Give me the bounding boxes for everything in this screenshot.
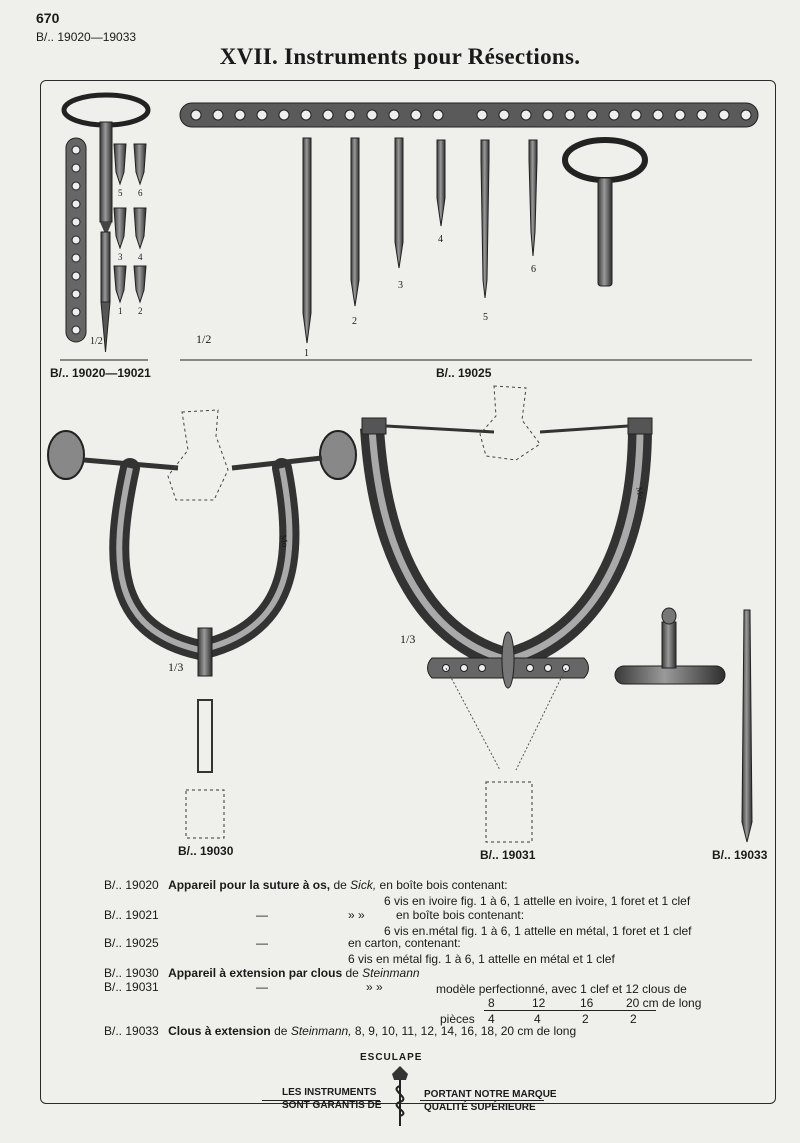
figure-number: 6 [531, 264, 536, 275]
extension-bow-19031 [362, 386, 652, 842]
item-title: Appareil pour la suture à os, [168, 878, 331, 892]
scale-label: 1/3 [400, 632, 416, 646]
maker-mark: Mo [278, 533, 291, 549]
bone-plate-small [66, 138, 86, 342]
item-description: en boîte bois contenant: [396, 908, 525, 922]
brand-name: ESCULAPE [360, 1052, 423, 1063]
pieces-cell: 4 [488, 1012, 495, 1026]
size-cell: 8 [488, 996, 495, 1010]
ditto-dash: — [256, 908, 268, 922]
legend-row-19020 [104, 878, 508, 892]
drill-small [101, 232, 110, 352]
figure-number: 1 [304, 348, 309, 359]
caption-19020: B/.. 19020—19021 [50, 366, 151, 380]
item-title: Clous à extension [168, 1024, 271, 1038]
caption-19030: B/.. 19030 [178, 844, 234, 858]
maker-mark: Mo [634, 485, 647, 501]
footer-line: PORTANT NOTRE MARQUE [424, 1089, 557, 1100]
scale-label: 1/2 [90, 336, 103, 347]
ref-19033: B/.. 19033 [104, 1024, 159, 1038]
ref-19025: B/.. 19025 [104, 936, 159, 950]
figure-number: 5 [118, 188, 123, 198]
word-de: de [274, 1024, 288, 1038]
legend-sub-19025: 6 vis en métal fig. 1 à 6, 1 attelle en métal et 1 clef [348, 952, 615, 966]
extension-bow-19030 [48, 410, 356, 838]
caption-19033: B/.. 19033 [712, 848, 768, 862]
small-screws [114, 144, 146, 302]
long-screws [303, 138, 537, 343]
footer-line: QUALITÉ SUPÉRIEURE [424, 1102, 536, 1113]
figure-number: 2 [138, 306, 143, 316]
scale-label: 1/2 [196, 332, 212, 346]
ditto-dash: — [256, 980, 268, 994]
page-number: 670 [36, 10, 60, 26]
figure-number: 4 [438, 234, 443, 245]
bone-plate-long [180, 103, 758, 127]
pieces-cell: 4 [534, 1012, 541, 1026]
inventor-name: Steinmann, [290, 1024, 352, 1038]
t-key [615, 608, 725, 684]
item-description: 8, 9, 10, 11, 12, 14, 16, 18, 20 cm de long [354, 1024, 577, 1038]
caduceus-logo [384, 1064, 416, 1128]
size-cell: 12 [532, 996, 546, 1010]
legend-row-19030 [104, 966, 420, 980]
table-rule [484, 1010, 656, 1011]
figure-number: 4 [138, 252, 143, 262]
item-title: Appareil à extension par clous [168, 966, 343, 980]
caption-19025: B/.. 19025 [436, 366, 492, 380]
figure-number: 3 [118, 252, 123, 262]
legend-sub-19021: 6 vis en.métal fig. 1 à 6, 1 attelle en métal, 1 foret et 1 clef [384, 924, 692, 938]
pieces-label: pièces [440, 1012, 475, 1026]
legend-sub-19020: 6 vis en ivoire fig. 1 à 6, 1 attelle en ivoire, 1 foret et 1 clef [384, 894, 691, 908]
word-de: de [333, 878, 347, 892]
scale-label: 1/3 [168, 660, 184, 674]
inventor-name: Sick, [350, 878, 377, 892]
figure-number: 2 [352, 316, 357, 327]
screw-key-large [565, 140, 645, 286]
ref-19020: B/.. 19020 [104, 878, 159, 892]
inventor-name: Steinmann [362, 966, 420, 980]
page-title: XVII. Instruments pour Résections. [219, 44, 581, 69]
ditto-marks: » » [366, 980, 383, 994]
footer-line: SONT GARANTIS DE [282, 1100, 382, 1111]
ref-19031: B/.. 19031 [104, 980, 159, 994]
word-de: de [345, 966, 359, 980]
item-description: modèle perfectionné, avec 1 clef et 12 clous de [436, 982, 687, 996]
ditto-marks: » » [348, 908, 365, 922]
footer-line: LES INSTRUMENTS [282, 1087, 377, 1098]
ref-19021: B/.. 19021 [104, 908, 159, 922]
figure-number: 3 [398, 280, 403, 291]
size-cell: 16 [580, 996, 594, 1010]
figure-number: 1 [118, 306, 123, 316]
reference-range: B/.. 19020—19033 [36, 30, 137, 44]
size-cell: 20 cm de long [626, 996, 702, 1010]
ditto-dash: — [256, 936, 268, 950]
item-description: en boîte bois contenant: [379, 878, 508, 892]
pieces-cell: 2 [582, 1012, 589, 1026]
ref-19030: B/.. 19030 [104, 966, 159, 980]
steinmann-nail [742, 610, 752, 842]
caption-19031: B/.. 19031 [480, 848, 536, 862]
figure-number: 5 [483, 312, 488, 323]
figure-number: 6 [138, 188, 143, 198]
pieces-cell: 2 [630, 1012, 637, 1026]
legend-row-19033 [104, 1024, 576, 1038]
item-description: en carton, contenant: [348, 936, 461, 950]
